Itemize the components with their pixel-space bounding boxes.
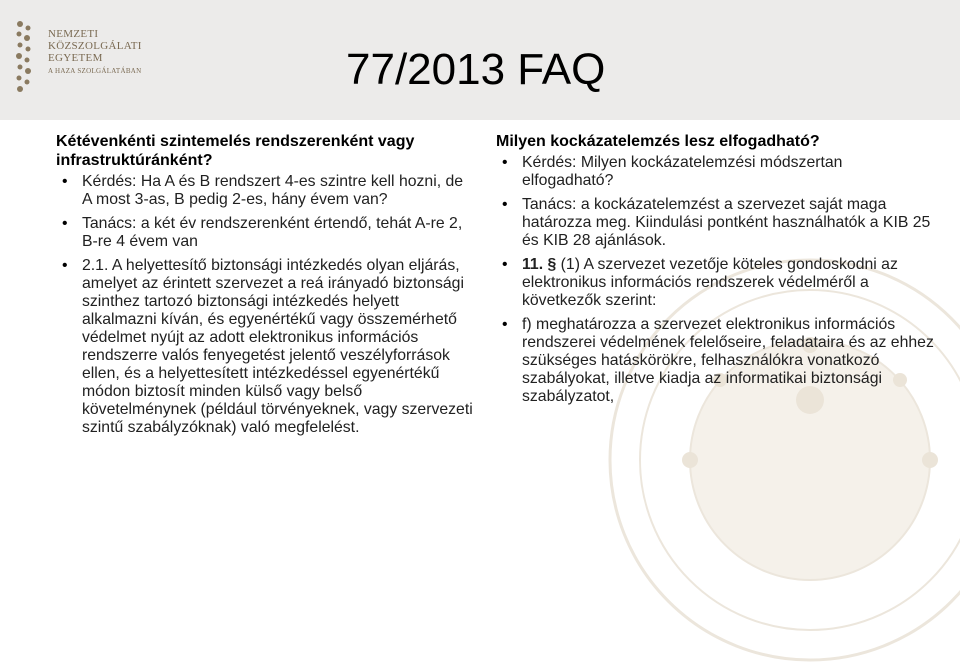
section-ref: 11. § — [522, 256, 557, 273]
logo-line-3: EGYETEM — [48, 52, 103, 64]
logo-emblem-icon — [12, 18, 36, 96]
list-item — [496, 256, 936, 310]
left-heading: Kétévenkénti szintemelés rendszerenként vagy infrastruktúránként? — [56, 133, 415, 169]
right-heading: Milyen kockázatelemzés lesz elfogadható? — [496, 133, 820, 150]
left-column — [56, 132, 474, 443]
list-item-text: (1) A szervezet vezetője köteles gondoskodni az elektronikus információs rendszerek védelméről a következők szerint: — [522, 256, 898, 309]
left-bullet-list — [56, 173, 474, 437]
logo-line-1: NEMZETI — [48, 28, 99, 40]
logo-text — [48, 28, 142, 77]
list-item: • Tanács: a kockázatelemzést a szervezet saját maga határozza meg. Kiindulási pontként használhatók a KIB 25 és KIB 28 ajánlások. — [496, 196, 936, 250]
list-item: • 2.1. A helyettesítő biztonsági intézkedés olyan eljárás, amelyet az érintett szervezet a reá irányadó biztonsági szinthez tartozó biztonsági intézkedés helyett alkalmazni kíván, és egyenértékű vagy összemérhető védelmet nyújt az adott elektronikus információs rendszerre valós fenyegetést jelentő veszélyforrások ellen, és a helyettesített intézkedéssel egyenértékű módon biztosít minden külső vagy belső követelménynek (például törvényeknek, vagy szervezeti szintű szabályzóknak) való megfelelést. — [56, 257, 474, 437]
list-item: • f) meghatározza a szervezet elektronikus információs rendszerei védelmének felelőseire, feladataira és az ehhez szükséges hatáskörökre, felhasználókra vonatkozó szabályokat, illetve kiadja az informatikai biztonsági szabályzatot, — [496, 316, 936, 406]
page-title: 77/2013 FAQ — [346, 45, 606, 94]
university-logo — [12, 18, 162, 98]
list-item: • Kérdés: Milyen kockázatelemzési módszertan elfogadható? — [496, 154, 936, 190]
right-bullet-list — [496, 154, 936, 406]
right-column — [496, 132, 936, 412]
list-item: • Tanács: a két év rendszerenként értendő, tehát A-re 2, B-re 4 évem van — [56, 215, 474, 251]
logo-line-2: KÖZSZOLGÁLATI — [48, 40, 142, 52]
list-item: • Kérdés: Ha A és B rendszert 4-es szintre kell hozni, de A most 3-as, B pedig 2-es, hány évem van? — [56, 173, 474, 209]
logo-tagline: A HAZA SZOLGÁLATÁBAN — [48, 67, 142, 75]
